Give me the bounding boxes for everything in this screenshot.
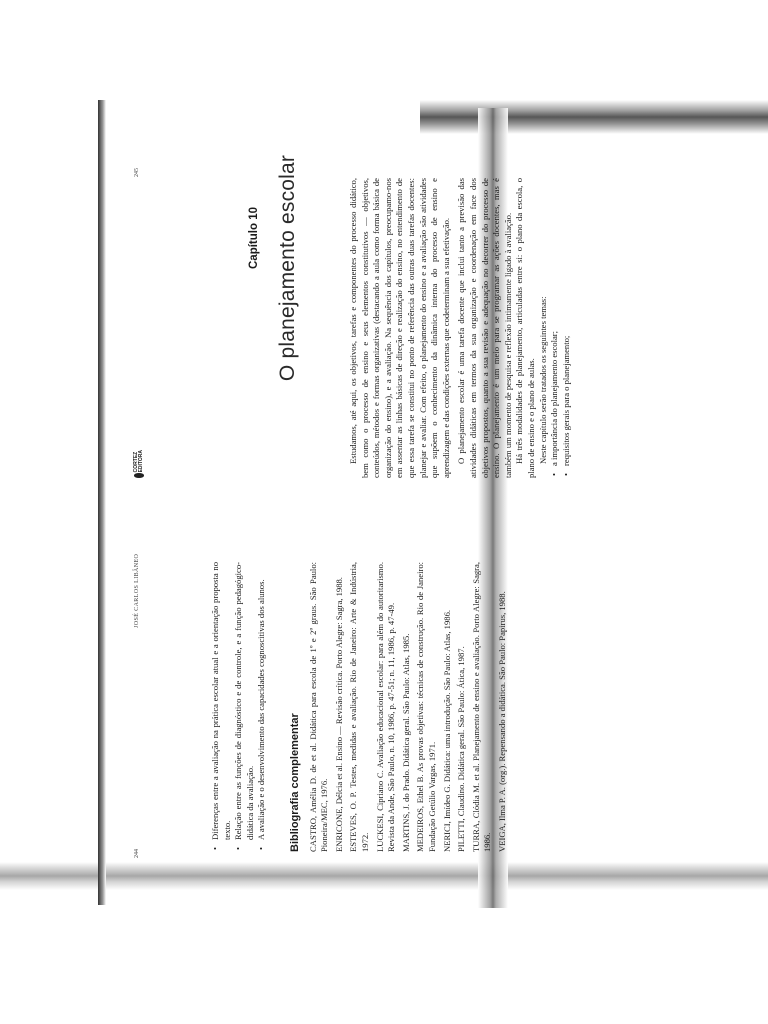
paragraph: O planejamento escolar é uma tarefa docente que inclui tanto a previsão das atividades didáticas em termos da sua organização e coordenação em face dos objetivos propostos, quanto a sua revisão e adequação no decorrer do processo de ensino. O planejamento é um meio para se programar as ações docentes, mas é também um momento de pesquisa e reflexão intimamente ligado à avaliação. — [456, 178, 513, 478]
list-item: • A avaliação e o desenvolvimento das capacidades cognoscitivas dos alunos. — [256, 562, 268, 852]
list-item: • requisitos gerais para o planejamento; — [561, 178, 573, 478]
publisher-logo-text: CORTEZ EDITORA — [133, 449, 144, 473]
book-spread — [98, 108, 698, 908]
paragraph: Estudamos, até aqui, os objetivos, tarefas e componentes do processo didático, bem como o processo de ensino e seus elementos constitutivos — objetivos, conteúdos, métodos e formas organizativas (destacando a aula como forma básica de organização do ensino), e a avaliação. Na sequência dos capítulos, preocupamo-nos em assentar as linhas básicas de direção e realização do ensino, no entendimento de que essa tarefa se constitui no ponto de referência das outras duas tarefas docentes: planejar e avaliar. Com efeito, o planejamento do ensino e a avaliação são atividades que supõem o conhecimento da dinâmica interna do processo de ensino e aprendizagem e das condições externas que codeterminam a sua efetivação. — [348, 178, 451, 478]
page-number: 244 — [134, 849, 140, 858]
running-head: JOSÉ CARLOS LIBÂNEO — [134, 553, 140, 628]
right-column — [348, 178, 572, 478]
page-number: 245 — [134, 168, 140, 177]
reference-item: NERICI, Imídeo G. Didática: uma introdução. São Paulo: Atlas, 1986. — [441, 609, 452, 852]
chapter-label: Capítulo 10 — [248, 207, 260, 269]
bullet-list — [210, 562, 268, 852]
paragraph: Há três modalidades de planejamento, articuladas entre si: o plano da escola, o plano de ensino e o plano de aulas. — [514, 178, 536, 478]
reference-item: ENRICONE, Délcia et al. Ensino — Revisão crítica. Porto Alegre: Sagra, 1988. — [333, 577, 344, 852]
reference-item: ESTEVES, O. P. Testes, medidas e avaliação. Rio de Janeiro: Arte & Indústria, 1972. — [348, 562, 370, 852]
publisher-logo-icon — [134, 473, 144, 478]
reference-item: MEDEIROS, Ethel B. As provas objetivas: técnicas de construção. Rio de Janeiro: Fundação Getúlio Vargas, 1971. — [415, 562, 437, 852]
chapter-title: O planejamento escolar — [276, 154, 299, 382]
reference-item: TURRA, Clódia M. et al. Planejamento de ensino e avaliação. Porto Alegre: Sagra, 1986. — [470, 562, 493, 852]
reference-item: LUCKESI, Cipriano C. Avaliação educacional escolar: para além do autoritarismo. Revista da Ande, São Paulo, n. 10, 1986, p. 47-51; n. 11, 1986, p. 47-49. — [374, 562, 397, 852]
reference-item: PILETTI, Claudino. Didática geral. São Paulo: Ática, 1987. — [456, 646, 467, 852]
left-column — [210, 562, 511, 852]
reference-item: MARTINS, J. do Prado. Didática geral. São Paulo: Atlas, 1985. — [400, 633, 411, 852]
left-page — [98, 528, 698, 908]
section-title: Bibliografia complementar — [288, 713, 301, 852]
topic-list — [549, 178, 572, 478]
right-page — [98, 108, 698, 488]
reference-item: VEIGA, Ilma P. A. (org.). Repensando a didática. São Paulo: Papirus, 1988. — [496, 591, 507, 852]
publisher-logo — [132, 450, 146, 478]
reference-item: CASTRO, Amélia D. de et al. Didática para escola de 1º e 2º graus. São Paulo: Pioneira/MEC, 1976. — [307, 562, 330, 852]
list-item: • a importância do planejamento escolar; — [549, 178, 561, 478]
paragraph: Neste capítulo serão tratados os seguintes temas: — [537, 296, 548, 464]
list-item: • Relação entre as funções de diagnóstico e de controle, e a função pedagógico-didática da avaliação. — [233, 562, 256, 852]
list-item: • Diferenças entre a avaliação na prática escolar atual e a orientação proposta no texto. — [210, 562, 233, 852]
